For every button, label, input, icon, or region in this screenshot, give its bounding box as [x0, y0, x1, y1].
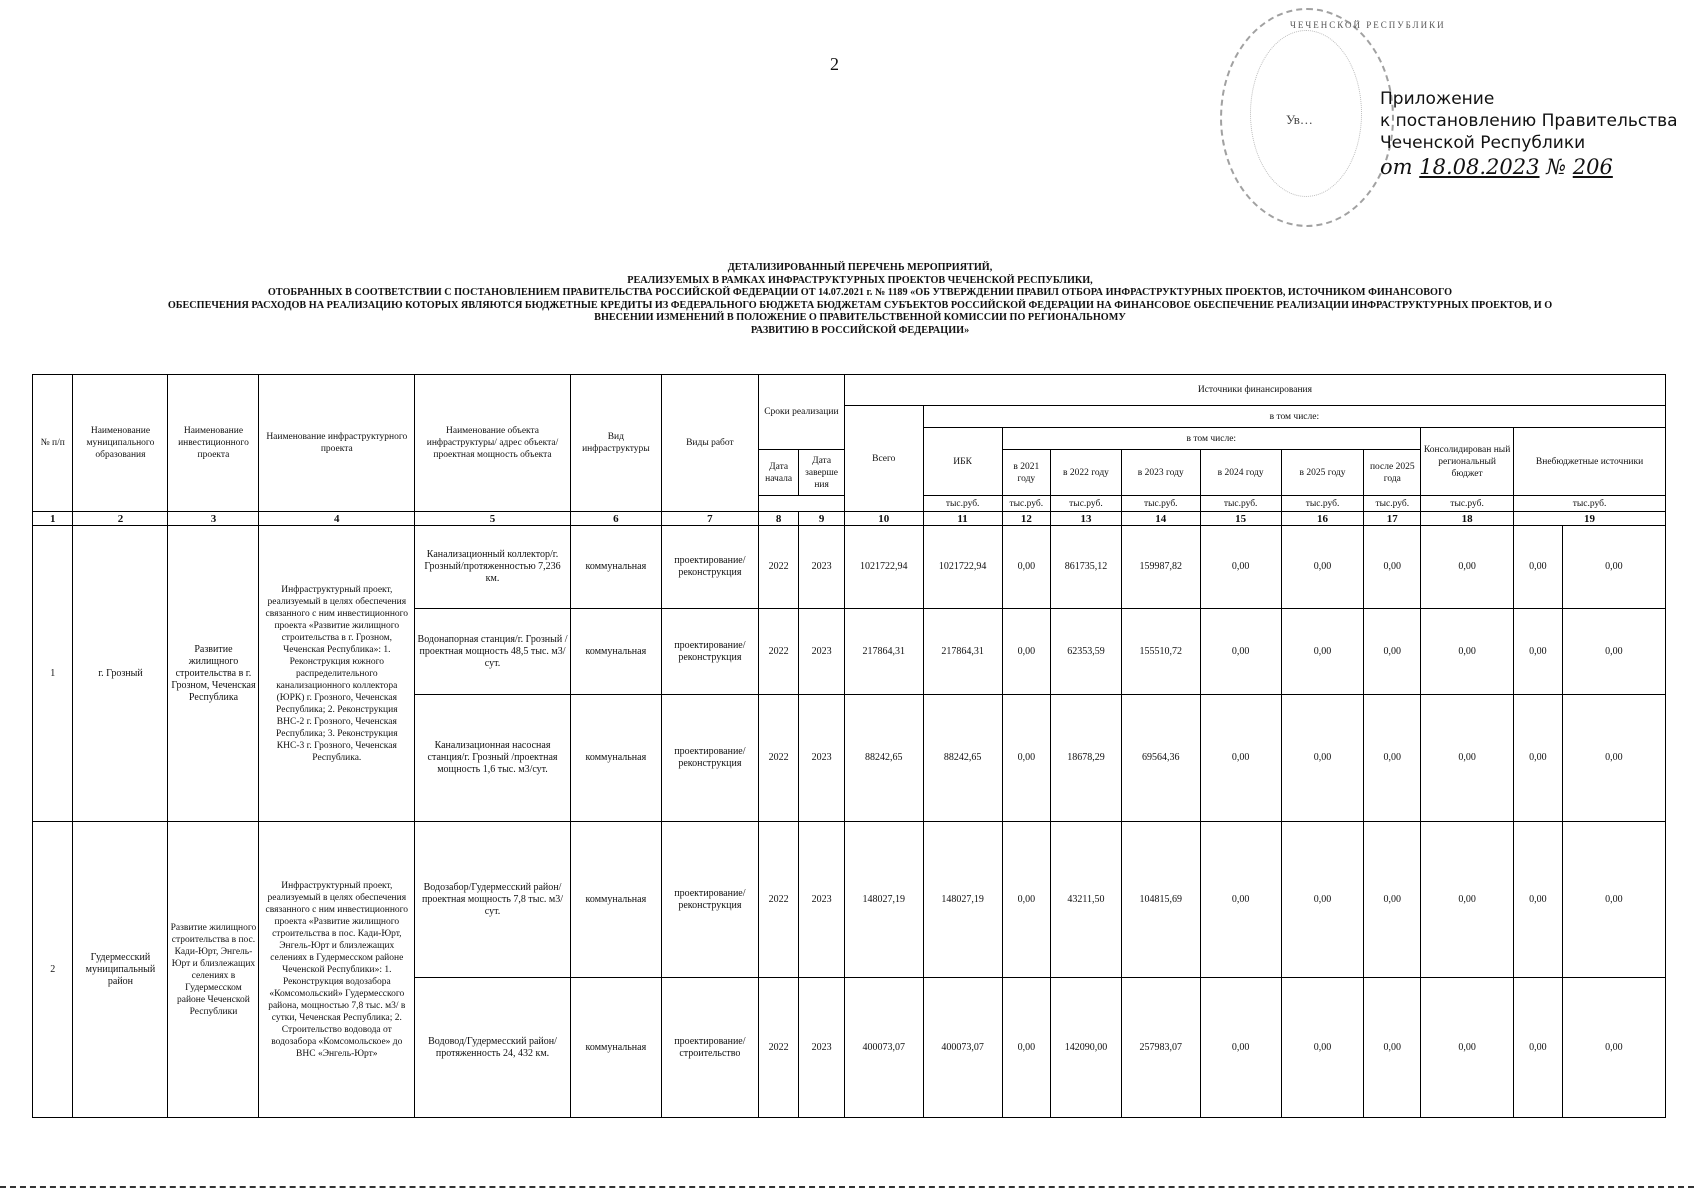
row-consolidated: 0,00	[1421, 609, 1514, 695]
column-number-row	[33, 512, 1666, 526]
header-unit-2025: тыс.руб.	[1281, 496, 1364, 512]
appendix-number: 206	[1572, 155, 1613, 179]
row-start: 2022	[758, 609, 798, 695]
col-num: 12	[1002, 512, 1051, 526]
title-line-3: ОТОБРАННЫХ В СООТВЕТСТВИИ С ПОСТАНОВЛЕНИЕМ ПРАВИТЕЛЬСТВА РОССИЙСКОЙ ФЕДЕРАЦИИ ОТ 14.07.2021 г. № 1189 «ОБ УТВЕРЖДЕНИИ ПРАВИЛ ОТБОРА ИНФРАСТРУКТУРНЫХ ПРОЕКТОВ, ИСТОЧНИКОМ ФИНАНСОВОГО	[267, 287, 1453, 299]
appendix-date: 18.08.2023	[1419, 155, 1540, 179]
row-extra-2: 0,00	[1562, 695, 1665, 822]
row-total: 1021722,94	[844, 526, 923, 609]
row-y2022: 18678,29	[1051, 695, 1122, 822]
row-extra-2: 0,00	[1562, 526, 1665, 609]
header-unit-blank	[758, 496, 844, 512]
row-ibk: 148027,19	[923, 822, 1002, 978]
row-num: 2	[33, 822, 73, 1118]
header-sources: Источники финансирования	[844, 375, 1665, 406]
col-num: 2	[73, 512, 168, 526]
row-end: 2023	[799, 822, 844, 978]
number-prefix: №	[1546, 155, 1567, 179]
row-consolidated: 0,00	[1421, 822, 1514, 978]
row-after: 0,00	[1364, 978, 1421, 1118]
header-unit-extra: тыс.руб.	[1514, 496, 1666, 512]
row-y2022: 62353,59	[1051, 609, 1122, 695]
row-y2024: 0,00	[1200, 978, 1281, 1118]
row-y2025: 0,00	[1281, 609, 1364, 695]
row-y2024: 0,00	[1200, 609, 1281, 695]
row-work-type: проектирование/реконструкция	[661, 609, 758, 695]
col-num: 3	[168, 512, 259, 526]
header-including: в том числе:	[923, 406, 1665, 428]
document-title	[40, 262, 1680, 338]
row-y2025: 0,00	[1281, 978, 1364, 1118]
row-y2022: 861735,12	[1051, 526, 1122, 609]
header-start-date: Дата начала	[758, 450, 798, 496]
row-municipality: г. Грозный	[73, 526, 168, 822]
page-bottom-divider	[0, 1186, 1694, 1188]
row-end: 2023	[799, 695, 844, 822]
row-end: 2023	[799, 526, 844, 609]
appendix-line-3: Чеченской Республики	[1380, 133, 1586, 153]
row-object: Водонапорная станция/г. Грозный /проектная мощность 48,5 тыс. м3/сут.	[415, 609, 571, 695]
row-consolidated: 0,00	[1421, 978, 1514, 1118]
title-line-6: РАЗВИТИЮ В РОССИЙСКОЙ ФЕДЕРАЦИИ»	[750, 324, 970, 336]
row-object: Канализационная насосная станция/г. Грозный /проектная мощность 1,6 тыс. м3/сут.	[415, 695, 571, 822]
row-object: Водовод/Гудермесский район/ протяженность 24, 432 км.	[415, 978, 571, 1118]
header-y2023: в 2023 году	[1121, 450, 1200, 496]
table-row	[33, 526, 1666, 609]
row-start: 2022	[758, 526, 798, 609]
row-total: 88242,65	[844, 695, 923, 822]
row-num: 1	[33, 526, 73, 822]
header-including-2: в том числе:	[1002, 428, 1421, 450]
row-infra-type: коммунальная	[570, 695, 661, 822]
row-y2022: 43211,50	[1051, 822, 1122, 978]
header-unit-2022: тыс.руб.	[1051, 496, 1122, 512]
row-extra-1: 0,00	[1514, 526, 1563, 609]
col-num: 11	[923, 512, 1002, 526]
row-end: 2023	[799, 609, 844, 695]
header-unit-2024: тыс.руб.	[1200, 496, 1281, 512]
seal-partial-text: Ув…	[1286, 112, 1313, 127]
row-infra-type: коммунальная	[570, 609, 661, 695]
row-y2021: 0,00	[1002, 609, 1051, 695]
col-num: 14	[1121, 512, 1200, 526]
row-object: Канализационный коллектор/г. Грозный/протяженностью 7,236 км.	[415, 526, 571, 609]
row-total: 217864,31	[844, 609, 923, 695]
row-extra-1: 0,00	[1514, 695, 1563, 822]
row-extra-2: 0,00	[1562, 609, 1665, 695]
row-extra-2: 0,00	[1562, 978, 1665, 1118]
col-num: 6	[570, 512, 661, 526]
col-num: 1	[33, 512, 73, 526]
header-municipality: Наименование муниципального образования	[73, 375, 168, 512]
row-start: 2022	[758, 822, 798, 978]
row-infra-project: Инфраструктурный проект, реализуемый в целях обеспечения связанного с ним инвестиционного проекта «Развитие жилищного строительства в г. Грозном, Чеченская Республика»: 1. Реконструкция южного распределительного канализационного коллектора (ЮРК) г. Грозного, Чеченская Республика; 2. Реконструкция ВНС-2 г. Грозного, Чеченская Республика; 3. Реконструкция КНС-3 г. Грозного, Чеченская Республика.	[259, 526, 415, 822]
row-work-type: проектирование/реконструкция	[661, 526, 758, 609]
row-work-type: проектирование/реконструкция	[661, 695, 758, 822]
header-unit-2021: тыс.руб.	[1002, 496, 1051, 512]
header-y2024: в 2024 году	[1200, 450, 1281, 496]
row-total: 148027,19	[844, 822, 923, 978]
date-prefix: от	[1380, 155, 1413, 179]
header-investment-project: Наименование инвестиционного проекта	[168, 375, 259, 512]
col-num: 13	[1051, 512, 1122, 526]
row-y2024: 0,00	[1200, 822, 1281, 978]
measures-table	[32, 374, 1666, 1118]
col-num: 10	[844, 512, 923, 526]
row-y2024: 0,00	[1200, 526, 1281, 609]
header-work-type: Виды работ	[661, 375, 758, 512]
row-investment-project: Развитие жилищного строительства в г. Грозном, Чеченская Республика	[168, 526, 259, 822]
row-extra-1: 0,00	[1514, 978, 1563, 1118]
row-y2022: 142090,00	[1051, 978, 1122, 1118]
page-number: 2	[830, 54, 839, 74]
row-y2024: 0,00	[1200, 695, 1281, 822]
appendix-block	[1380, 88, 1678, 178]
row-after: 0,00	[1364, 695, 1421, 822]
col-num: 7	[661, 512, 758, 526]
row-end: 2023	[799, 978, 844, 1118]
header-total: Всего	[844, 406, 923, 512]
col-num: 4	[259, 512, 415, 526]
row-y2021: 0,00	[1002, 526, 1051, 609]
row-infra-type: коммунальная	[570, 526, 661, 609]
row-start: 2022	[758, 695, 798, 822]
row-after: 0,00	[1364, 526, 1421, 609]
header-extra: Внебюджетные источники	[1514, 428, 1666, 496]
row-ibk: 1021722,94	[923, 526, 1002, 609]
header-end-date: Дата заверше ния	[799, 450, 844, 496]
seal-arc-text: ЧЕЧЕНСКОЙ РЕСПУБЛИКИ	[1290, 20, 1446, 30]
header-unit-ibk: тыс.руб.	[923, 496, 1002, 512]
col-num: 5	[415, 512, 571, 526]
header-consolidated: Консолидирован ный региональный бюджет	[1421, 428, 1514, 496]
header-infra-project: Наименование инфраструктурного проекта	[259, 375, 415, 512]
row-extra-2: 0,00	[1562, 822, 1665, 978]
row-y2023: 257983,07	[1121, 978, 1200, 1118]
row-object: Водозабор/Гудермесский район/проектная мощность 7,8 тыс. м3/сут.	[415, 822, 571, 978]
title-line-4: ОБЕСПЕЧЕНИЯ РАСХОДОВ НА РЕАЛИЗАЦИЮ КОТОРЫХ ЯВЛЯЮТСЯ БЮДЖЕТНЫЕ КРЕДИТЫ ИЗ ФЕДЕРАЛЬНОГО БЮДЖЕТА БЮДЖЕТАМ СУБЪЕКТОВ РОССИЙСКОЙ ФЕДЕРАЦИИ НА ФИНАНСОВОЕ ОБЕСПЕЧЕНИЕ РЕАЛИЗАЦИИ ИНФРАСТРУКТУРНЫХ ПРОЕКТОВ, И О	[167, 299, 1553, 311]
row-consolidated: 0,00	[1421, 695, 1514, 822]
row-municipality: Гудермесский муниципальный район	[73, 822, 168, 1118]
header-num: № п/п	[33, 375, 73, 512]
row-ibk: 400073,07	[923, 978, 1002, 1118]
row-y2023: 155510,72	[1121, 609, 1200, 695]
row-work-type: проектирование/строительство	[661, 978, 758, 1118]
row-y2025: 0,00	[1281, 695, 1364, 822]
title-line-2: РЕАЛИЗУЕМЫХ В РАМКАХ ИНФРАСТРУКТУРНЫХ ПРОЕКТОВ ЧЕЧЕНСКОЙ РЕСПУБЛИКИ,	[627, 274, 1093, 286]
header-unit-2023: тыс.руб.	[1121, 496, 1200, 512]
row-extra-1: 0,00	[1514, 822, 1563, 978]
row-total: 400073,07	[844, 978, 923, 1118]
col-num: 16	[1281, 512, 1364, 526]
row-y2025: 0,00	[1281, 822, 1364, 978]
appendix-line-2: к постановлению Правительства	[1380, 111, 1678, 131]
col-num: 8	[758, 512, 798, 526]
appendix-line-1: Приложение	[1380, 89, 1495, 109]
header-infra-type: Вид инфраструктуры	[570, 375, 661, 512]
row-y2025: 0,00	[1281, 526, 1364, 609]
row-ibk: 88242,65	[923, 695, 1002, 822]
row-infra-type: коммунальная	[570, 978, 661, 1118]
row-y2021: 0,00	[1002, 695, 1051, 822]
row-infra-project: Инфраструктурный проект, реализуемый в целях обеспечения связанного с ним инвестиционного проекта «Развитие жилищного строительства в пос. Кади-Юрт, Энгель-Юрт и близлежащих селениях в Гудермесском районе Чеченской Республики»: 1. Реконструкция водозабора «Комсомольский» Гудермесского района, мощностью 7,8 тыс. м3/ в сутки, Чеченская Республика; 2. Строительство водовода от водозабора «Комсомольское» до ВНС «Энгель-Юрт»	[259, 822, 415, 1118]
header-object: Наименование объекта инфраструктуры/ адрес объекта/ проектная мощность объекта	[415, 375, 571, 512]
header-ibk: ИБК	[923, 428, 1002, 496]
row-work-type: проектирование/реконструкция	[661, 822, 758, 978]
table-row	[33, 822, 1666, 978]
header-unit-after: тыс.руб.	[1364, 496, 1421, 512]
header-y2021: в 2021 году	[1002, 450, 1051, 496]
header-unit-consolidated: тыс.руб.	[1421, 496, 1514, 512]
row-after: 0,00	[1364, 609, 1421, 695]
header-y2022: в 2022 году	[1051, 450, 1122, 496]
row-start: 2022	[758, 978, 798, 1118]
title-line-5: ВНЕСЕНИИ ИЗМЕНЕНИЙ В ПОЛОЖЕНИЕ О ПРАВИТЕЛЬСТВЕННОЙ КОМИССИИ ПО РЕГИОНАЛЬНОМУ	[594, 312, 1126, 324]
row-ibk: 217864,31	[923, 609, 1002, 695]
col-num: 19	[1514, 512, 1666, 526]
row-infra-type: коммунальная	[570, 822, 661, 978]
col-num: 18	[1421, 512, 1514, 526]
header-terms: Сроки реализации	[758, 375, 844, 450]
row-y2021: 0,00	[1002, 822, 1051, 978]
row-y2023: 159987,82	[1121, 526, 1200, 609]
header-y2025: в 2025 году	[1281, 450, 1364, 496]
row-after: 0,00	[1364, 822, 1421, 978]
row-extra-1: 0,00	[1514, 609, 1563, 695]
col-num: 15	[1200, 512, 1281, 526]
row-investment-project: Развитие жилищного строительства в пос. Кади-Юрт, Энгель-Юрт и близлежащих селениях в Гудермесском районе Чеченской Республики	[168, 822, 259, 1118]
row-y2021: 0,00	[1002, 978, 1051, 1118]
title-line-1: ДЕТАЛИЗИРОВАННЫЙ ПЕРЕЧЕНЬ МЕРОПРИЯТИЙ,	[727, 262, 993, 273]
appendix-date-line	[1380, 156, 1678, 178]
row-y2023: 104815,69	[1121, 822, 1200, 978]
row-consolidated: 0,00	[1421, 526, 1514, 609]
row-y2023: 69564,36	[1121, 695, 1200, 822]
col-num: 9	[799, 512, 844, 526]
header-after-2025: после 2025 года	[1364, 450, 1421, 496]
col-num: 17	[1364, 512, 1421, 526]
